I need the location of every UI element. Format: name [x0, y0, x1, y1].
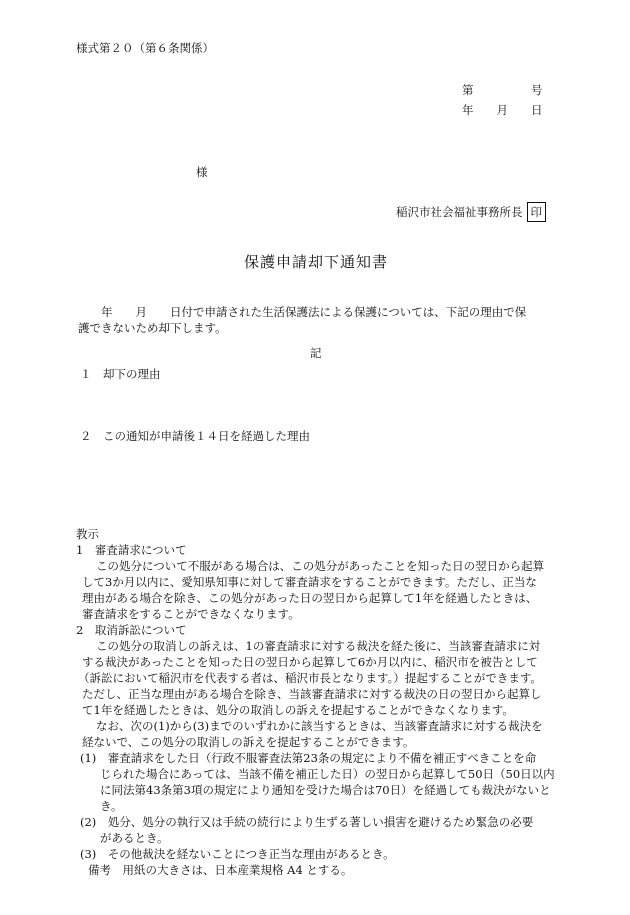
notice-section	[76, 526, 576, 878]
seal-stamp: 印	[527, 202, 547, 222]
item-reason: １ 却下の理由	[80, 367, 161, 381]
sender-block	[396, 202, 546, 222]
notice-line: て1年を経過したときは、処分の取消しの訴えを提起することができなくなります。	[82, 703, 514, 717]
notice-line: ただし、正当な理由がある場合を除き、当該審査請求に対する裁決の日の翌日から起算し	[82, 687, 542, 701]
notice-heading: 教示	[76, 527, 99, 541]
ki-label: 記	[310, 346, 322, 360]
notice-line: なお、次の(1)から(3)までのいずれかに該当するときは、当該審査請求に対する裁決を	[96, 719, 543, 733]
notice-line: 審査請求をすることができなくなります。	[82, 607, 300, 621]
notice-line: があるとき。	[100, 831, 169, 845]
addressee-suffix: 様	[196, 165, 208, 179]
notice-section-2-title: 2 取消訴訟について	[76, 623, 187, 637]
notice-clause-3: (3) その他裁決を経ないことにつき正当な理由があるとき。	[80, 847, 395, 861]
sender-name: 稲沢市社会福祉事務所長	[396, 205, 523, 219]
notice-line: じられた場合にあっては、当該不備を補正した日）の翌日から起算して50日（50日以内	[100, 767, 555, 781]
notice-line: に同法第43条第3項の規定により通知を受けた場合は70日）を経過しても裁決がないと	[100, 783, 551, 797]
notice-line: （訴訟において稲沢市を代表する者は、稲沢市長となります。）提起することができます。	[78, 671, 542, 685]
notice-line: して3か月以内に、愛知県知事に対して審査請求をすることができます。ただし、正当な	[82, 575, 537, 589]
notice-line: 理由がある場合を除き、この処分があった日の翌日から起算して1年を経過したときは、	[82, 591, 538, 605]
notice-line: き。	[100, 799, 123, 813]
document-date: 年 月 日	[462, 103, 543, 117]
notice-section-1-title: 1 審査請求について	[76, 543, 187, 557]
body-text	[78, 304, 578, 336]
notice-clause-1: (1) 審査請求をした日（行政不服審査法第23条の規定により不備を補正すべきことを命	[80, 751, 537, 765]
item-delay-reason: ２ この通知が申請後１４日を経過した理由	[80, 429, 310, 443]
notice-line: この処分について不服がある場合は、この処分があったことを知った日の翌日から起算	[96, 559, 545, 573]
notice-line: 経ないで、この処分の取消しの訴えを提起することができます。	[82, 735, 415, 749]
body-line: 年 月 日付で申請された生活保護法による保護については、下記の理由で保	[78, 305, 527, 319]
form-label: 様式第２０（第６条関係）	[76, 41, 214, 55]
notice-clause-2: (2) 処分、処分の執行又は手続の続行により生ずる著しい損害を避けるため緊急の必要	[80, 815, 534, 829]
notice-line: この処分の取消しの訴えは、1の審査請求に対する裁決を経た後に、当該審査請求に対	[96, 639, 541, 653]
notice-remark: 備考 用紙の大きさは、日本産業規格 A4 とする。	[88, 863, 353, 877]
document-number: 第 号	[462, 83, 543, 97]
document-title: 保護申請却下通知書	[244, 253, 389, 271]
notice-line: する裁決があったことを知った日の翌日から起算して6か月以内に、稲沢市を被告として	[82, 655, 538, 669]
body-line: 護できないため却下します。	[78, 321, 227, 335]
